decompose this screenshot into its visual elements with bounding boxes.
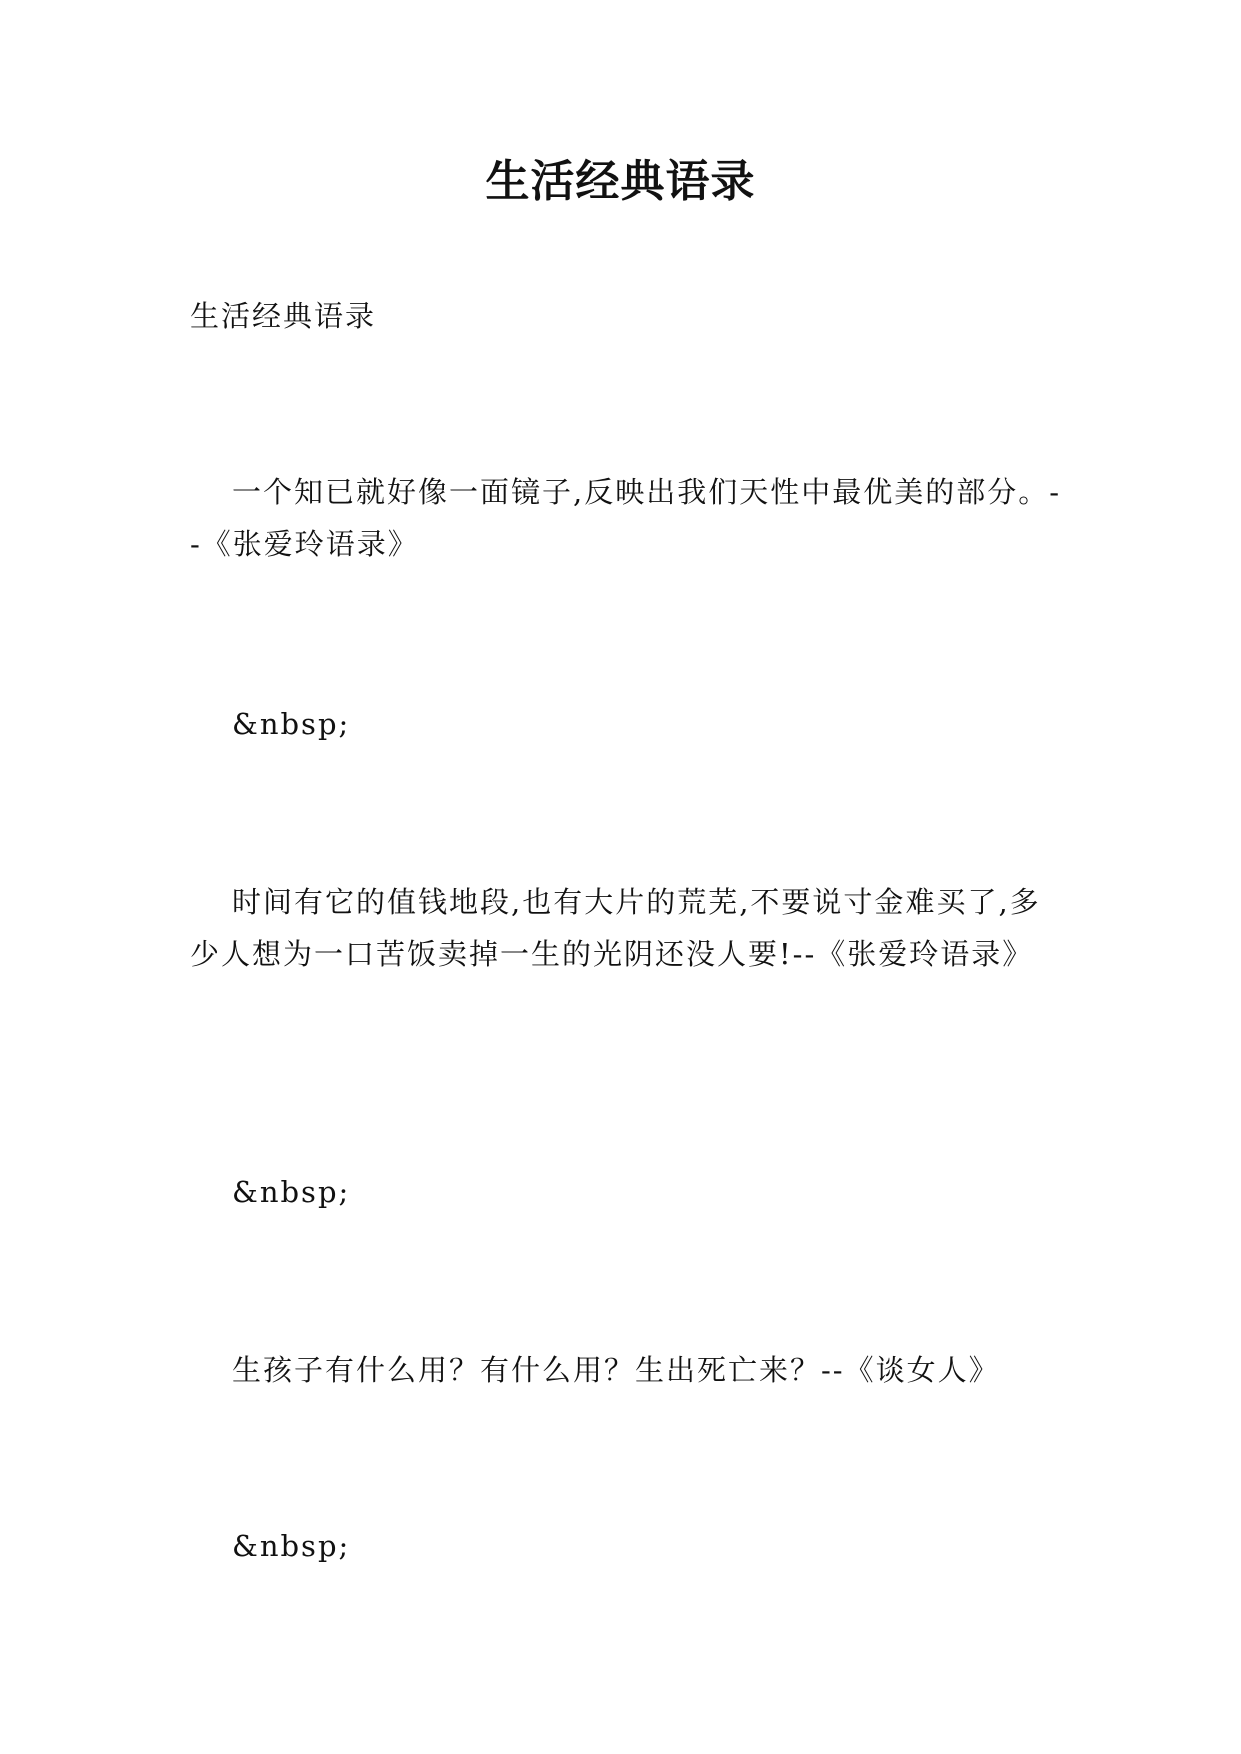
document-subtitle: 生活经典语录 <box>190 299 377 333</box>
quote-paragraph: 时间有它的值钱地段,也有大片的荒芜,不要说寸金难买了,多少人想为一口苦饭卖掉一生的光阴还没人要!--《张爱玲语录》 <box>190 885 1041 971</box>
quote-paragraph: 生孩子有什么用？有什么用？生出死亡来？--《谈女人》 <box>232 1353 1000 1387</box>
nbsp-paragraph: &nbsp; <box>232 1175 351 1209</box>
document-title: 生活经典语录 <box>485 156 756 207</box>
nbsp-paragraph: &nbsp; <box>232 707 351 741</box>
quote-paragraph: 一个知已就好像一面镜子,反映出我们天性中最优美的部分。--《张爱玲语录》 <box>190 475 1062 561</box>
nbsp-paragraph: &nbsp; <box>232 1529 351 1563</box>
